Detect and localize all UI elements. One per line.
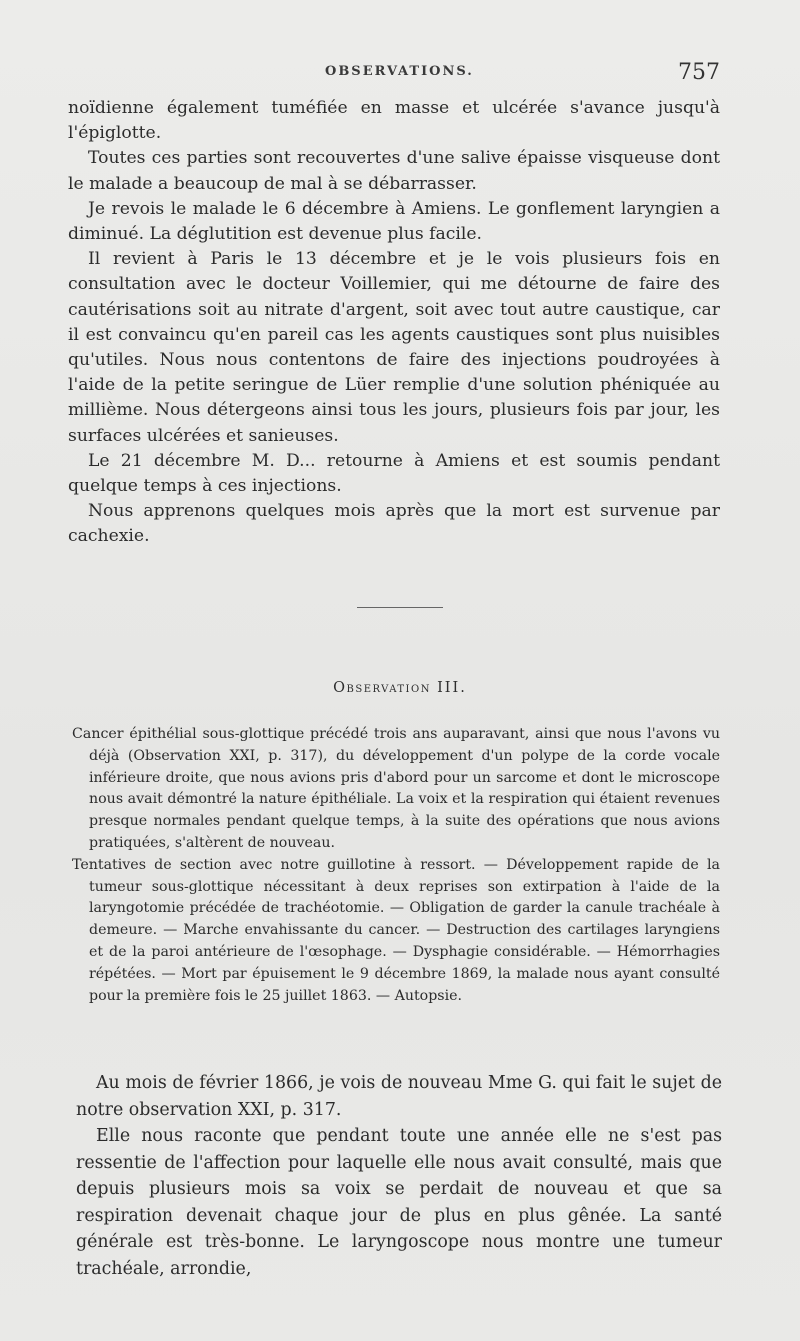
summary-paragraph: Cancer épithélial sous-glottique précédé trois ans auparavant, ainsi que nous l'avons vu déjà (Observation XXI, p. 317), du développement d'un polype de la corde vocale inférieure droite, que nous avions pris d'abord pour un sarcome et dont le microscope nous avait démontré la nature épithéliale. La voix et la respiration qui étaient revenues presque normales pendant quelque temps, à la suite des opérations que nous avions pratiquées, s'altèrent de nouveau. [72, 726, 720, 851]
paragraph: Nous apprenons quelques mois après que la mort est survenue par cachexie. [68, 501, 720, 547]
paragraph: noïdienne également tuméfiée en masse et ulcérée s'avance jusqu'à l'épiglotte. [68, 98, 720, 144]
paragraph: Il revient à Paris le 13 décembre et je le vois plusieurs fois en consultation avec le docteur Voillemier, qui me détourne de faire des cautérisations soit au nitrate d'argent, soit avec tout autre caustique, car il est convaincu qu'en pareil cas les agents caustiques sont plus nuisibles qu'utiles. Nous nous contentons de faire des injections poudroyées à l'aide de la petite seringue de Lüer remplie d'une solution phéniquée au millième. Nous détergeons ainsi tous les jours, plusieurs fois par jour, les surfaces ulcérées et sanieuses. [68, 249, 720, 446]
page-number: 757 [678, 60, 720, 85]
summary-paragraph: Tentatives de section avec notre guillotine à ressort. — Développement rapide de la tumeur sous-glottique nécessitant à deux reprises son extirpation à l'aide de la laryngotomie précédée de trachéotomie. — Obligation de garder la canule trachéale à demeure. — Marche envahissante du cancer. — Destruction des cartilages laryngiens et de la paroi antérieure de l'œsophage. — Dysphagie considérable. — Hémorrhagies répétées. — Mort par épuisement le 9 décembre 1869, la malade nous ayant consulté pour la première fois le 25 juillet 1863. — Autopsie. [72, 856, 720, 1004]
body-text-bottom [76, 1070, 722, 1282]
observation-title-word: Observation [333, 680, 431, 696]
paragraph: Au mois de février 1866, je vois de nouveau Mme G. qui fait le sujet de notre observation XXI, p. 317. [76, 1073, 722, 1120]
page-header [70, 60, 720, 90]
running-head: OBSERVATIONS. [325, 64, 474, 79]
observation-summary [72, 724, 720, 1007]
body-text-top [68, 96, 720, 550]
observation-title-number: III. [437, 680, 467, 696]
paragraph: Elle nous raconte que pendant toute une année elle ne s'est pas ressentie de l'affection pour laquelle elle nous avait consulté, mais que depuis plusieurs mois sa voix se perdait de nouveau et que sa respiration devenait chaque jour de plus en plus gênée. La santé générale est très-bonne. Le laryngoscope nous montre une tumeur trachéale, arrondie, [76, 1126, 722, 1279]
observation-heading [0, 680, 800, 696]
paragraph: Le 21 décembre M. D... retourne à Amiens et est soumis pendant quelque temps à ces injections. [68, 450, 720, 497]
section-divider [357, 607, 443, 608]
paragraph: Toutes ces parties sont recouvertes d'une salive épaisse visqueuse dont le malade a beaucoup de mal à se débarrasser. [68, 148, 720, 194]
paragraph: Je revois le malade le 6 décembre à Amiens. Le gonflement laryngien a diminué. La déglutition est devenue plus facile. [68, 198, 720, 245]
